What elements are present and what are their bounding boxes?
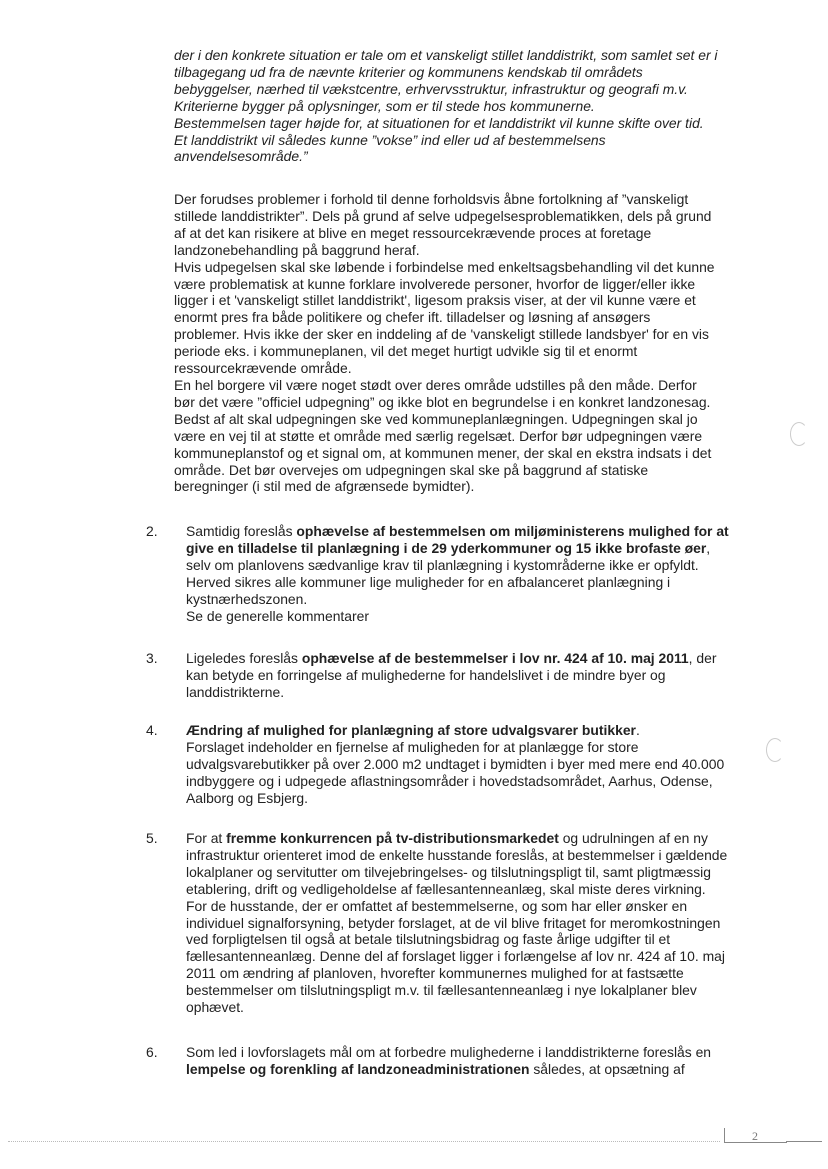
body-line: bør det være ”officiel udpegning” og ikke blot en begrundelse i en konkret landzonesag. — [174, 393, 711, 410]
page-number: 2 — [752, 1129, 758, 1143]
item-line: bestemmelser om tilslutningspligt m.v. til fællesantenneanlæg i nye lokalplaner blev — [186, 982, 697, 999]
body-line: landzonebehandling på baggrund heraf. — [174, 241, 420, 258]
body-line: problemer. Hvis ikke der sker en inddeling af de 'vanskeligt stillede landsbyer' for en vis — [174, 326, 709, 343]
item-line: Ændring af mulighed for planlægning af store udvalgsvarer butikker. — [186, 722, 640, 738]
item-number: 5. — [146, 830, 158, 846]
item-line: Samtidig foreslås ophævelse af bestemmelsen om miljøministerens mulighed for at — [186, 523, 729, 539]
item-line: 2011 om ændring af planloven, hvorefter kommunernes mulighed for at fastsætte — [186, 965, 684, 982]
item-line: etablering, drift og vedligeholdelse af fællesantenneanlæg, skal miste deres virkning. — [186, 880, 706, 897]
item-line: Se de generelle kommentarer — [186, 607, 369, 624]
body-line: stillede landdistrikter”. Dels på grund af selve udpegelsesproblematikken, dels på grund — [174, 207, 712, 224]
quote-line: anvendelsesområde.” — [174, 148, 308, 165]
body-line: Hvis udpegelsen skal ske løbende i forbindelse med enkeltsagsbehandling vil det kunne — [174, 258, 715, 275]
item-line: Aalborg og Esbjerg. — [186, 789, 309, 806]
item-line: Som led i lovforslagets mål om at forbedre mulighederne i landdistrikterne foreslås en — [186, 1044, 712, 1060]
body-line: En hel borgere vil være noget stødt over deres område udstilles på den måde. Derfor — [174, 376, 697, 393]
item-line: lokalplaner og servitutter om tilvejebringelses- og tilslutningspligt til, samt pligtmæssig — [186, 863, 711, 880]
commentary-paragraph — [174, 191, 794, 495]
item-line: indbyggere og i udpegede aflastningsområder i hovedstadsområdet, Aarhus, Odense, — [186, 772, 713, 789]
body-line: Bedst af alt skal udpegningen ske ved kommuneplanlægningen. Udpegningen skal jo — [174, 410, 698, 427]
item-line: fællesantenneanlæg. Denne del af forslaget ligger i forlængelse af lov nr. 424 af 10. maj — [186, 948, 725, 965]
body-line: Der forudses problemer i forhold til denne forholdsvis åbne fortolkning af ”vanskeligt — [174, 191, 689, 207]
quote-line: tilbagegang ud fra de nævnte kriterier og kommunens kendskab til områdets — [174, 63, 643, 80]
item-line: Herved sikres alle kommuner lige muligheder for en afbalanceret planlægning i — [186, 573, 671, 590]
item-text — [186, 523, 806, 624]
body-line: ressourcekrævende område. — [174, 360, 352, 377]
item-line: give en tilladelse til planlægning i de 29 yderkommuner og 15 ikke brofaste øer, — [186, 539, 711, 556]
item-text — [186, 722, 806, 807]
item-line: lempelse og forenkling af landzoneadministrationen således, at opsætning af — [186, 1060, 685, 1077]
item-line: For at fremme konkurrencen på tv-distributionsmarkedet og udrulningen af en ny — [186, 830, 708, 846]
punch-hole-mark — [790, 422, 808, 446]
item-line: landdistrikterne. — [186, 683, 285, 700]
item-text — [186, 830, 806, 1016]
item-line: Forslaget indeholder en fjernelse af muligheden for at planlægge for store — [186, 738, 639, 755]
item-line: ved forpligtelsen til også at betale tilslutningsbidrag og faste årlige udgifter til et — [186, 931, 671, 948]
quote-line: Kriterierne bygger på oplysninger, som er til stede hos kommunerne. — [174, 97, 595, 114]
item-number: 3. — [146, 650, 158, 666]
body-line: af at det kan risikere at blive en meget ressourcekrævende proces at foretage — [174, 224, 652, 241]
item-line: For de husstande, der er omfattet af bestemmelserne, og som har eller ønsker en — [186, 897, 688, 914]
item-line: Ligeledes foreslås ophævelse af de bestemmelser i lov nr. 424 af 10. maj 2011, der — [186, 650, 717, 666]
item-line: kan betyde en forringelse af mulighederne for handelslivet i de mindre byer og — [186, 666, 666, 683]
item-text — [186, 1044, 806, 1078]
item-line: kystnærhedszonen. — [186, 590, 308, 607]
footer-divider-tail — [786, 1141, 822, 1142]
body-line: kommuneplanstof og et signal om, at kommunen mener, der skal en ekstra indsats i det — [174, 444, 712, 461]
body-line: være problematisk at kunne forklare involverede personer, hvorfor de ligger/eller ikke — [174, 275, 696, 292]
item-line: infrastruktur orienteret imod de enkelte husstande foreslås, at bestemmelser i gældende — [186, 846, 728, 863]
item-line: ophævet. — [186, 999, 244, 1016]
quote-line: der i den konkrete situation er tale om et vanskeligt stillet landdistrikt, som samlet set er i — [174, 47, 718, 63]
footer-divider — [8, 1141, 720, 1142]
quote-line: Et landdistrikt vil således kunne ”vokse” ind eller ud af bestemmelsens — [174, 131, 606, 148]
item-number: 2. — [146, 523, 158, 539]
item-text — [186, 650, 806, 701]
body-line: beregninger (i stil med de afgrænsede bymidter). — [174, 478, 475, 495]
body-line: område. Det bør overvejes om udpegningen skal ske på baggrund af statiske — [174, 461, 649, 478]
body-line: periode eks. i kommuneplanen, vil det meget hurtigt udvikle sig til et enormt — [174, 343, 638, 360]
body-line: ligger i et 'vanskeligt stillet landdistrikt', ligesom praksis viser, at der vil kunne være et — [174, 292, 696, 309]
item-number: 4. — [146, 722, 158, 738]
item-line: udvalgsvarebutikker på over 2.000 m2 undtaget i bymidten i byer med mere end 40.000 — [186, 755, 725, 772]
item-line: individuel signalforsyning, betyder forslaget, at de vil blive fritaget for meromkostningen — [186, 914, 721, 931]
item-line: selv om planlovens sædvanlige krav til planlægning i kystområderne ikke er opfyldt. — [186, 556, 699, 573]
quote-line: Bestemmelsen tager højde for, at situationen for et landdistrikt vil kunne skifte over tid. — [174, 114, 704, 131]
item-number: 6. — [146, 1044, 158, 1060]
body-line: enormt pres fra både politikere og chefer ift. tilladelser og løsning af ansøgers — [174, 309, 651, 326]
quoted-text-block — [174, 47, 794, 165]
punch-hole-mark — [766, 738, 784, 762]
body-line: være en vej til at støtte et område med særlig regelsæt. Derfor bør udpegningen være — [174, 427, 703, 444]
quote-line: bebyggelser, nærhed til vækstcentre, erhvervsstruktur, infrastruktur og geografi m.v. — [174, 80, 688, 97]
